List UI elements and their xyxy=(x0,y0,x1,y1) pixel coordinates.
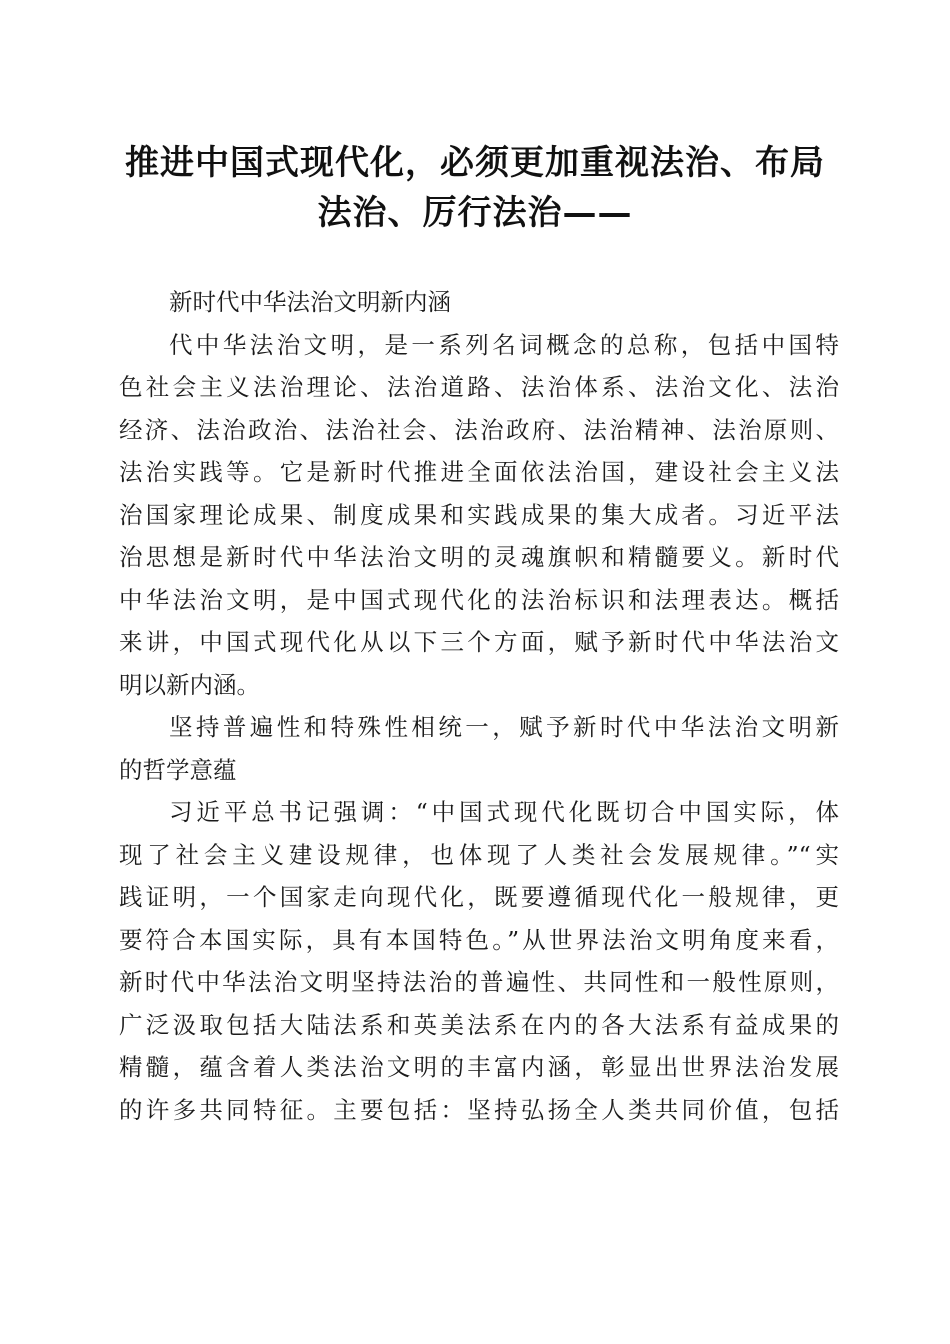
paragraph-3 xyxy=(119,706,839,791)
text-line: 坚持普遍性和特殊性相统一，赋予新时代中华法治文明新 xyxy=(169,713,839,741)
text-line: 精髓，蕴含着人类法治文明的丰富内涵，彰显出世界法治发展 xyxy=(119,1053,839,1081)
paragraph-4 xyxy=(119,791,839,1131)
title-line-2: 法治、厉行法治—— xyxy=(317,193,633,233)
text-line: 色社会主义法治理论、法治道路、法治体系、法治文化、法治 xyxy=(119,373,839,401)
text-line: 现了社会主义建设规律，也体现了人类社会发展规律。”“实 xyxy=(119,840,839,869)
text-line: 践证明，一个国家走向现代化，既要遵循现代化一般规律，更 xyxy=(119,883,839,911)
document-title xyxy=(100,138,850,238)
text-line: 的哲学意蕴 xyxy=(119,755,237,784)
text-line: 治国家理论成果、制度成果和实践成果的集大成者。习近平法 xyxy=(119,500,839,529)
document-body xyxy=(119,281,839,1131)
text-line: 代中华法治文明，是一系列名词概念的总称，包括中国特 xyxy=(169,330,839,359)
text-line: 治思想是新时代中华法治文明的灵魂旗帜和精髓要义。新时代 xyxy=(119,543,839,571)
title-line-1: 推进中国式现代化，必须更加重视法治、布局 xyxy=(125,143,825,183)
text-line: 经济、法治政治、法治社会、法治政府、法治精神、法治原则、 xyxy=(119,415,839,444)
paragraph-2 xyxy=(119,324,839,707)
text-line: 习近平总书记强调：“中国式现代化既切合中国实际，体 xyxy=(169,798,839,826)
text-line: 新时代中华法治文明新内涵 xyxy=(169,288,451,316)
text-line: 来讲，中国式现代化从以下三个方面，赋予新时代中华法治文 xyxy=(119,628,839,656)
paragraph-1 xyxy=(119,281,839,324)
text-line: 法治实践等。它是新时代推进全面依法治国，建设社会主义法 xyxy=(119,458,839,486)
text-line: 新时代中华法治文明坚持法治的普遍性、共同性和一般性原则， xyxy=(119,968,839,996)
text-line: 明以新内涵。 xyxy=(119,670,260,699)
text-line: 广泛汲取包括大陆法系和英美法系在内的各大法系有益成果的 xyxy=(119,1010,839,1039)
text-line: 要符合本国实际，具有本国特色。”从世界法治文明角度来看， xyxy=(119,925,839,954)
text-line: 中华法治文明，是中国式现代化的法治标识和法理表达。概括 xyxy=(119,585,839,614)
text-line: 的许多共同特征。主要包括：坚持弘扬全人类共同价值，包括 xyxy=(119,1095,839,1124)
